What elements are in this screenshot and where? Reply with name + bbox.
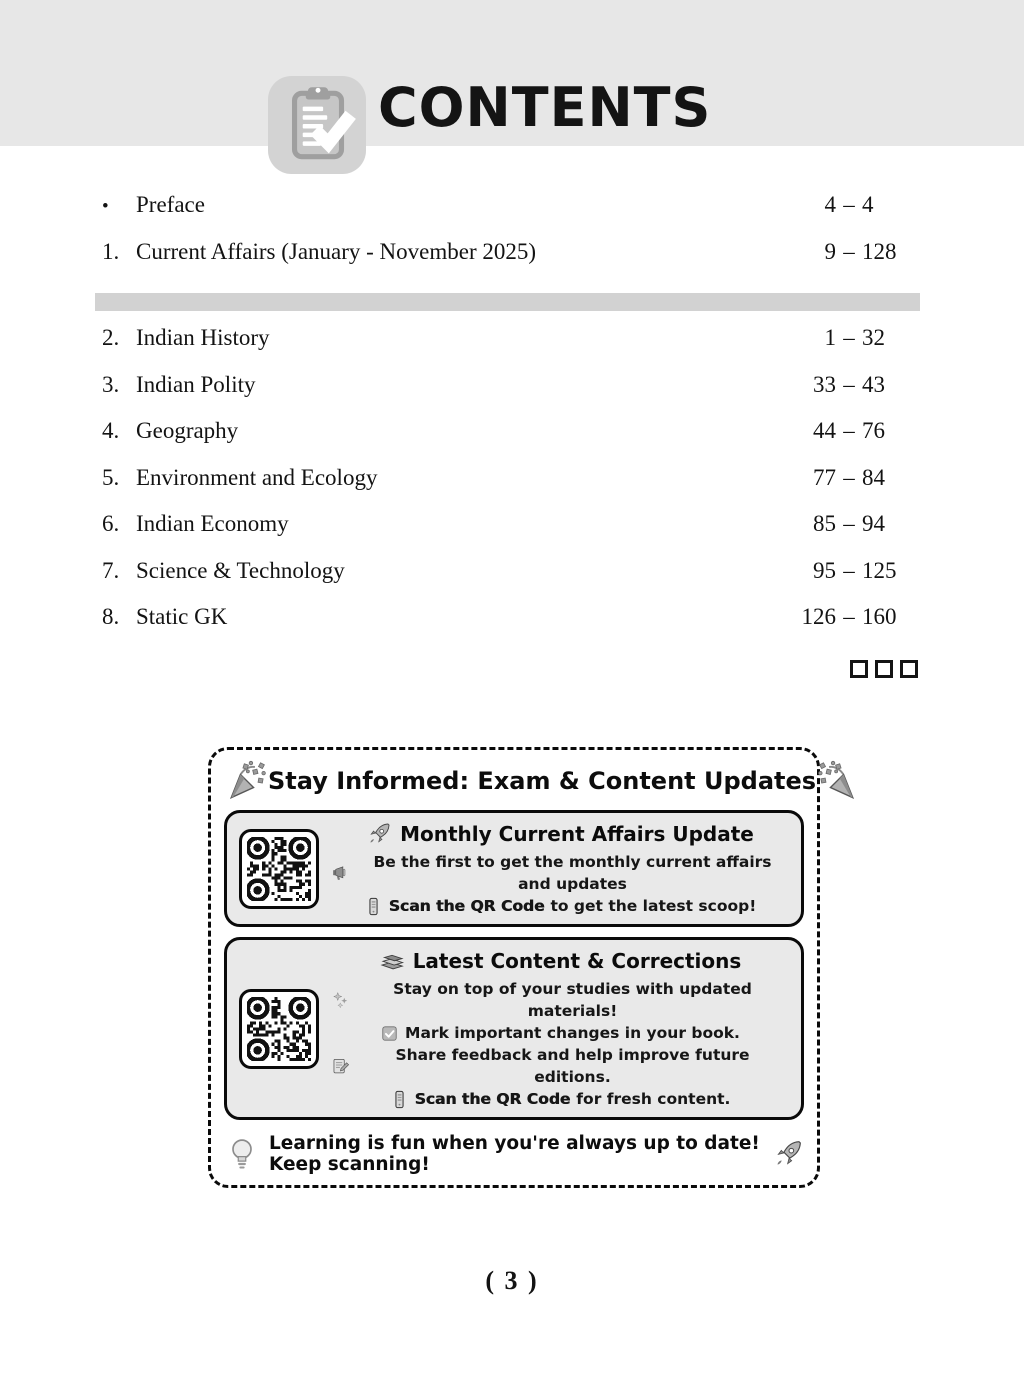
toc-page-start: 1 [824, 325, 836, 350]
qr-section [224, 937, 804, 1120]
toc-page-start: 9 [824, 238, 836, 264]
toc-item [102, 418, 920, 465]
toc-page-dash: – [843, 511, 855, 536]
toc-page-dash: – [843, 325, 855, 350]
toc-page-end: 94 [862, 511, 885, 536]
toc-item-pages [784, 558, 920, 584]
page-number: ( 3 ) [485, 1266, 539, 1295]
toc-item-pages [784, 239, 920, 265]
qr-section-line [331, 1088, 789, 1110]
toc-item-marker: 2. [102, 325, 120, 350]
toc-item [102, 558, 920, 605]
memo-pencil-icon [331, 1057, 350, 1076]
toc-item-pages [784, 511, 920, 537]
toc-item-title: Indian Economy [136, 511, 289, 536]
qr-section-heading-text: Monthly Current Affairs Update [400, 822, 754, 846]
rocket-icon [366, 821, 392, 847]
toc-item-marker: 7. [102, 557, 120, 583]
toc-page-end: 128 [862, 238, 897, 264]
info-box-title-row [224, 758, 817, 810]
toc-page-dash: – [843, 418, 855, 443]
toc-item-title: Indian History [136, 325, 270, 350]
qr-section-line [331, 1044, 789, 1088]
info-box-footer-text: Learning is fun when you're always up to date! Keep scanning! [269, 1133, 760, 1175]
qr-section-text [331, 947, 789, 1110]
toc-item-title: Geography [136, 418, 239, 443]
toc-item [102, 372, 920, 419]
toc-item [102, 325, 920, 372]
toc-item [102, 604, 920, 651]
phone-icon [364, 897, 383, 916]
toc-item-title: Environment and Ecology [136, 464, 378, 490]
info-sections [224, 810, 804, 1120]
toc-page-end: 4 [862, 192, 874, 217]
toc-page-dash: – [843, 192, 855, 217]
toc-item [102, 192, 920, 239]
toc-item-pages [784, 372, 920, 398]
end-of-list-marker [102, 660, 920, 678]
toc-item [102, 239, 920, 286]
toc-item-pages [784, 418, 920, 444]
line-bold-text: Scan the QR Code [388, 897, 545, 915]
toc-page-start: 85 [813, 511, 836, 536]
page-title: CONTENTS [378, 76, 712, 139]
toc-item [102, 511, 920, 558]
toc-page-end: 76 [862, 418, 885, 443]
qr-code [239, 989, 319, 1069]
toc-page-start: 126 [801, 604, 836, 629]
toc-item-title: Science & Technology [136, 557, 345, 583]
qr-section-heading [331, 821, 789, 847]
toc-item-pages [784, 604, 920, 630]
toc-page-end: 84 [862, 464, 885, 490]
qr-section-line [331, 1022, 789, 1044]
toc-page-start: 77 [813, 464, 836, 490]
toc-item-marker: 3. [102, 371, 120, 397]
toc-item-title: Current Affairs (January - November 2025) [136, 238, 537, 264]
toc-item-pages [784, 325, 920, 351]
line-text: Stay on top of your studies with updated materials! [393, 980, 752, 1020]
rocket-icon [772, 1138, 804, 1170]
toc-page-dash: – [843, 557, 855, 583]
line-bold-text: Scan the QR Code [414, 1090, 571, 1108]
info-box-footer [224, 1130, 804, 1177]
info-box-title: Stay Informed: Exam & Content Updates [268, 767, 817, 795]
end-square-icon [850, 660, 868, 678]
party-popper-icon [226, 760, 268, 802]
section-divider [95, 293, 920, 311]
party-popper-icon [816, 760, 858, 802]
qr-section-text [331, 820, 789, 917]
toc-item-marker: 8. [102, 604, 120, 629]
qr-section-heading-text: Latest Content & Corrections [412, 949, 742, 973]
qr-section-line [331, 895, 789, 917]
megaphone-icon [331, 864, 350, 883]
toc-item-pages [784, 465, 920, 491]
toc-item-marker: 1. [102, 238, 120, 264]
lightbulb-icon [224, 1136, 260, 1172]
qr-section-line [331, 851, 789, 895]
line-text: for fresh content. [576, 1090, 731, 1108]
toc-item-title: Static GK [136, 604, 228, 629]
qr-section [224, 810, 804, 927]
toc-page-end: 32 [862, 325, 885, 350]
books-icon [379, 948, 405, 974]
toc-page-dash: – [843, 464, 855, 490]
toc-page-dash: – [843, 371, 855, 397]
stay-informed-box [208, 747, 820, 1188]
toc-page-start: 95 [813, 557, 836, 583]
toc-page-start: 4 [824, 192, 836, 217]
toc-item-title: Preface [136, 192, 205, 217]
toc-page-dash: – [843, 604, 855, 629]
toc-item-title: Indian Polity [136, 371, 256, 397]
toc-page-start: 33 [813, 371, 836, 397]
line-text: to get the latest scoop! [550, 897, 757, 915]
qr-section-heading [331, 948, 789, 974]
line-text: Mark important changes in your book. [405, 1024, 740, 1042]
toc-page-dash: – [843, 238, 855, 264]
toc-page-end: 160 [862, 604, 897, 629]
toc-item [102, 465, 920, 512]
checkbox-icon [380, 1024, 399, 1043]
toc-item-pages [784, 192, 920, 218]
toc-page-end: 43 [862, 371, 885, 397]
toc-item-marker: • [102, 196, 109, 217]
line-text: Be the first to get the monthly current affairs and updates [373, 853, 772, 893]
end-square-icon [900, 660, 918, 678]
toc-item-marker: 4. [102, 418, 120, 443]
toc-list [102, 192, 920, 678]
toc-page-end: 125 [862, 557, 897, 583]
toc-item-marker: 5. [102, 464, 120, 490]
end-square-icon [875, 660, 893, 678]
qr-code [239, 829, 319, 909]
phone-icon [390, 1090, 409, 1109]
clipboard-check-icon [268, 76, 366, 174]
toc-page-start: 44 [813, 418, 836, 443]
qr-section-line [331, 978, 789, 1022]
toc-item-marker: 6. [102, 511, 120, 536]
line-text: Share feedback and help improve future editions. [395, 1046, 750, 1086]
sparkles-icon [331, 991, 350, 1010]
